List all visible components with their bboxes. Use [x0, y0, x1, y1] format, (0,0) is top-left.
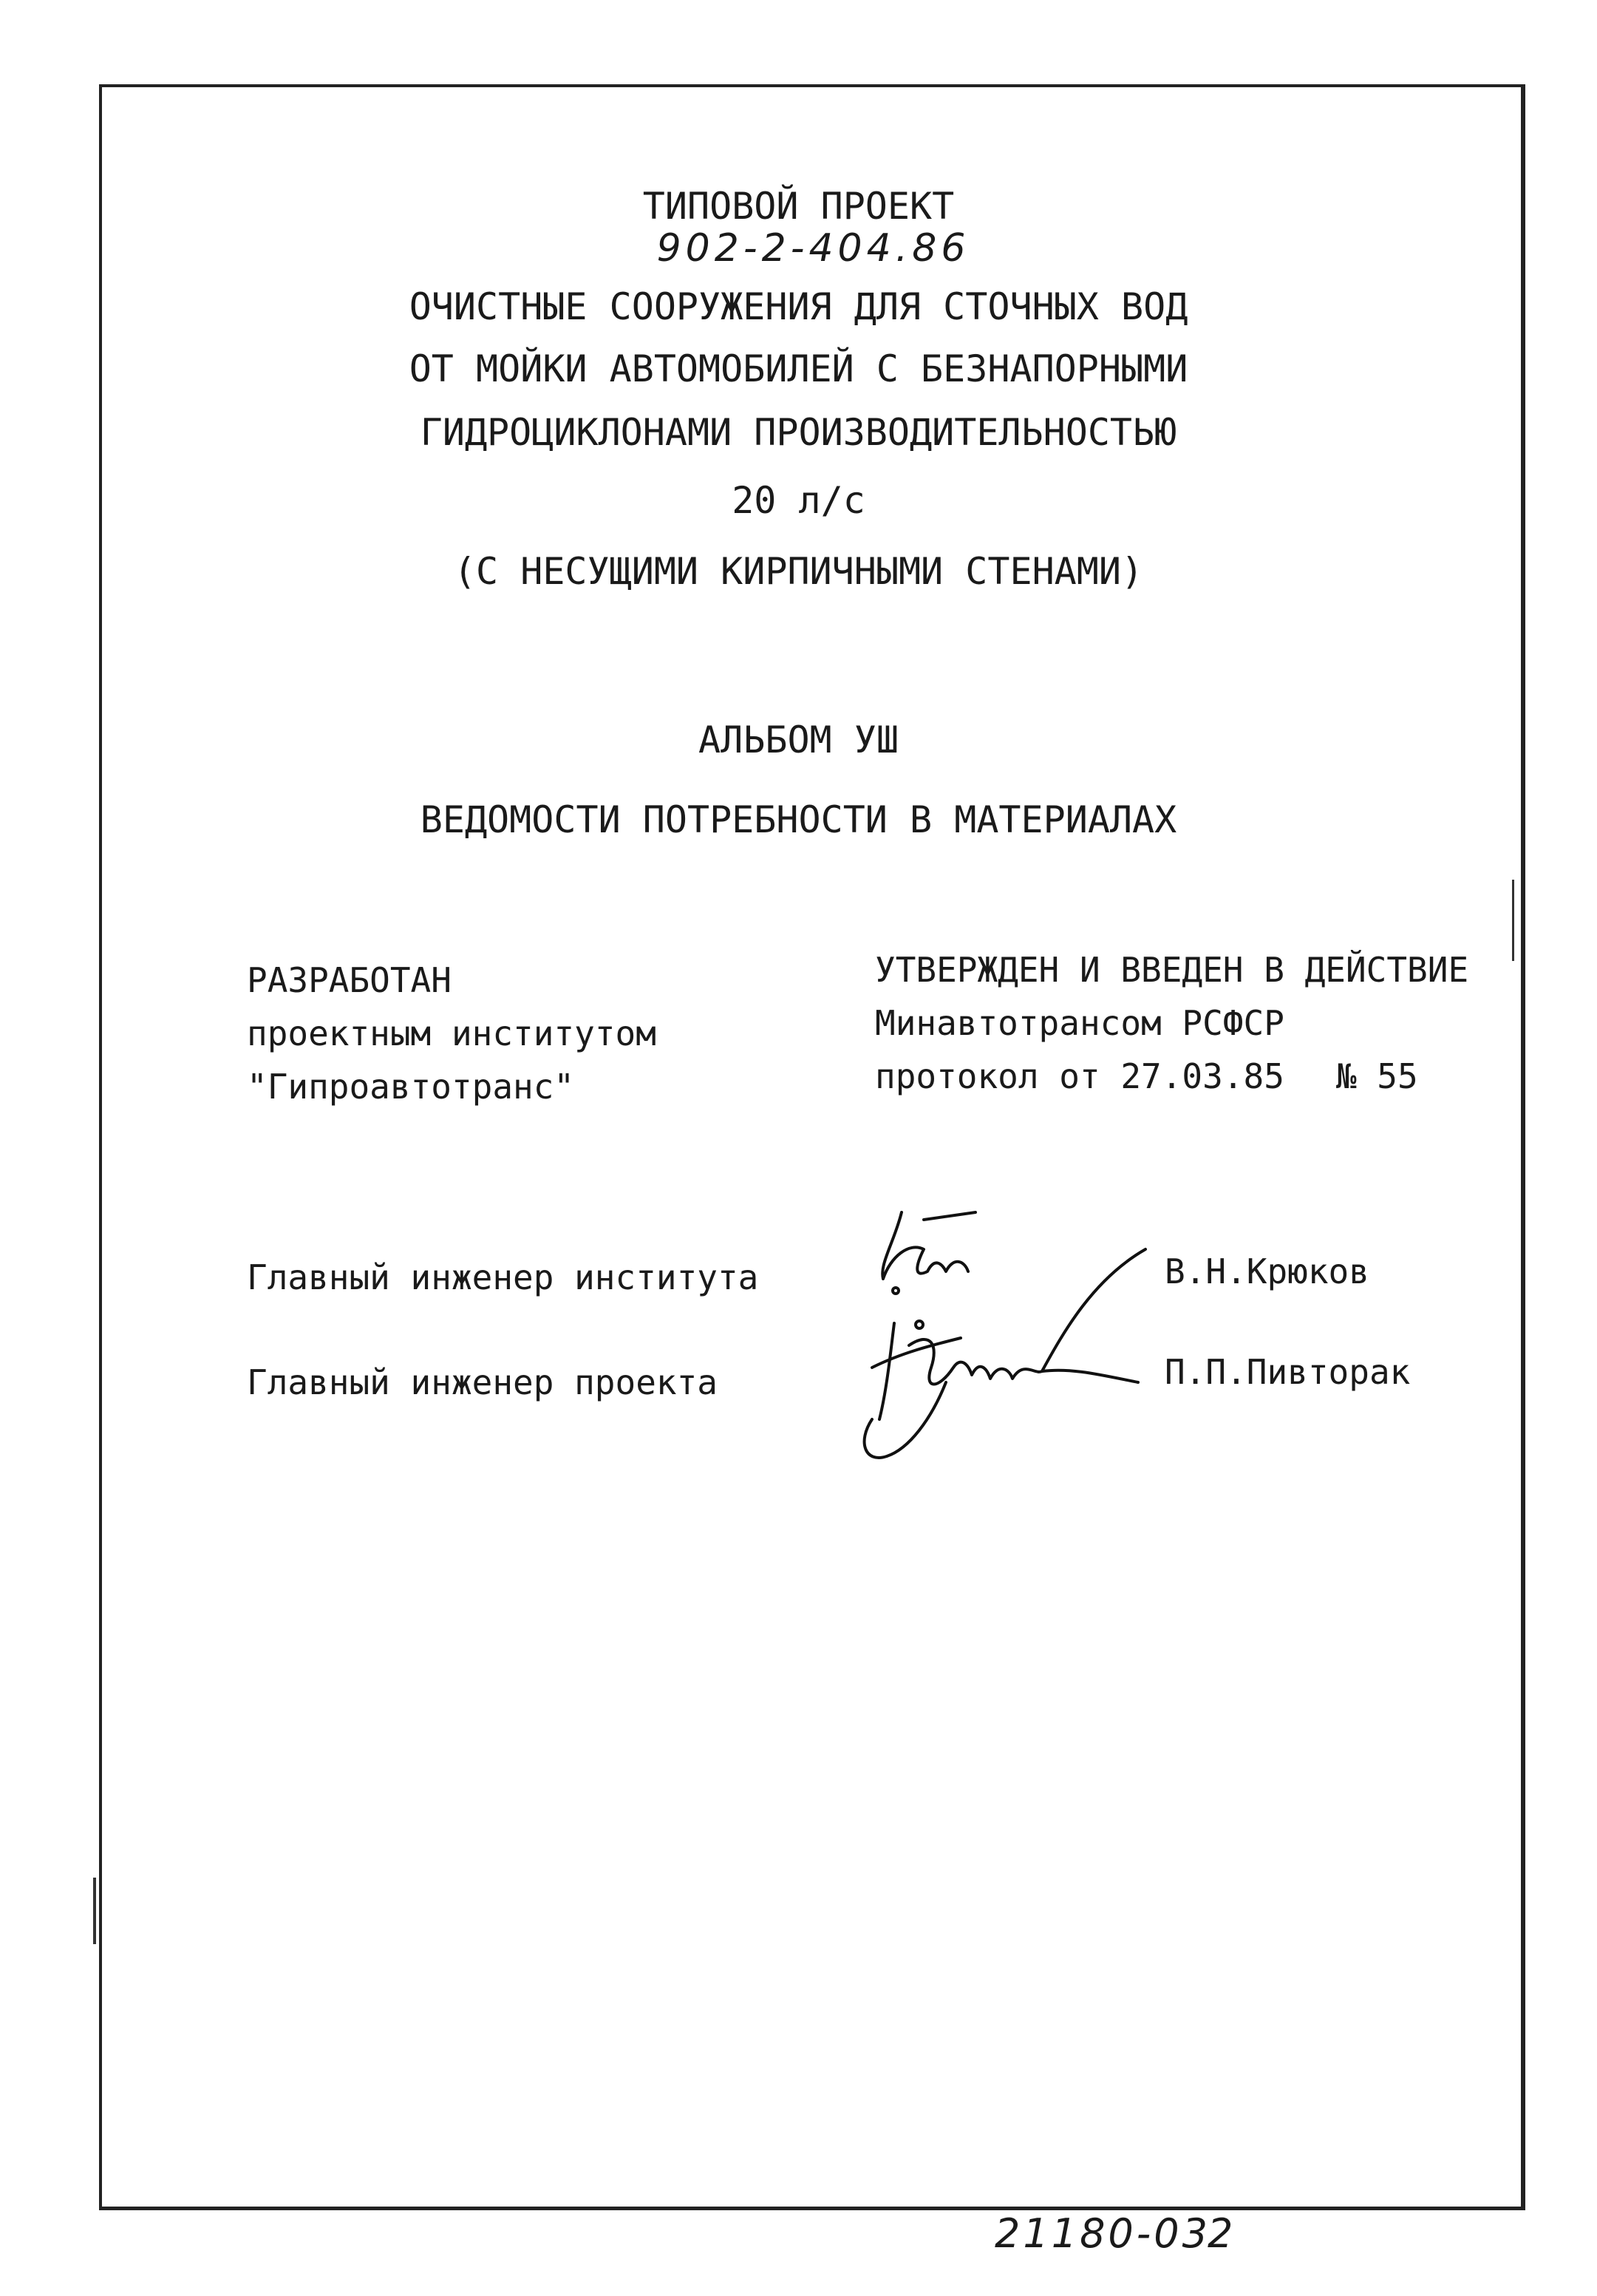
developed-line-2: проектным институтом: [247, 1013, 656, 1053]
doc-type: ТИПОВОЙ ПРОЕКТ: [642, 185, 955, 228]
approved-line-1: УТВЕРЖДЕН И ВВЕДЕН В ДЕЙСТВИЕ: [875, 950, 1469, 990]
sheet-code: 21180-03: [995, 2210, 1210, 2257]
margin-mark: [93, 1878, 96, 1944]
project-number: 902-2-404.86: [656, 226, 970, 271]
signatory-role-2: Главный инженер проекта: [247, 1362, 718, 1402]
page-frame: [99, 84, 1525, 2210]
title-line-5: (С НЕСУЩИМИ КИРПИЧНЫМИ СТЕНАМИ): [453, 550, 1144, 593]
approved-line-2: Минавтотрансом РСФСР: [875, 1003, 1284, 1043]
page-number: 2: [1208, 2210, 1238, 2257]
signatory-role-1: Главный инженер института: [247, 1257, 759, 1297]
protocol-date: протокол от 27.03.85: [875, 1056, 1284, 1096]
title-line-1: ОЧИСТНЫЕ СООРУЖЕНИЯ ДЛЯ СТОЧНЫХ ВОД: [409, 285, 1188, 328]
album-label: АЛЬБОМ УШ: [698, 719, 899, 761]
signatory-name-1: В.Н.Крюков: [1165, 1251, 1369, 1291]
approved-line-3: [875, 1050, 1468, 1103]
album-subtitle: ВЕДОМОСТИ ПОТРЕБНОСТИ В МАТЕРИАЛАХ: [420, 798, 1177, 841]
title-line-3: ГИДРОЦИКЛОНАМИ ПРОИЗВОДИТЕЛЬНОСТЬЮ: [420, 411, 1177, 454]
title-line-4: 20 л/с: [732, 479, 865, 522]
developed-by: [247, 954, 656, 1113]
handwritten-signatures: [754, 1198, 1168, 1478]
margin-mark: [1512, 880, 1514, 961]
developed-line-1: РАЗРАБОТАН: [247, 960, 452, 1000]
approved-by: [875, 943, 1468, 1103]
protocol-number: № 55: [1335, 1056, 1418, 1096]
title-line-2: ОТ МОЙКИ АВТОМОБИЛЕЙ С БЕЗНАПОРНЫМИ: [409, 347, 1188, 390]
signatory-name-2: П.П.Пивторак: [1165, 1352, 1411, 1392]
developed-line-3: "Гипроавтотранс": [247, 1067, 575, 1107]
